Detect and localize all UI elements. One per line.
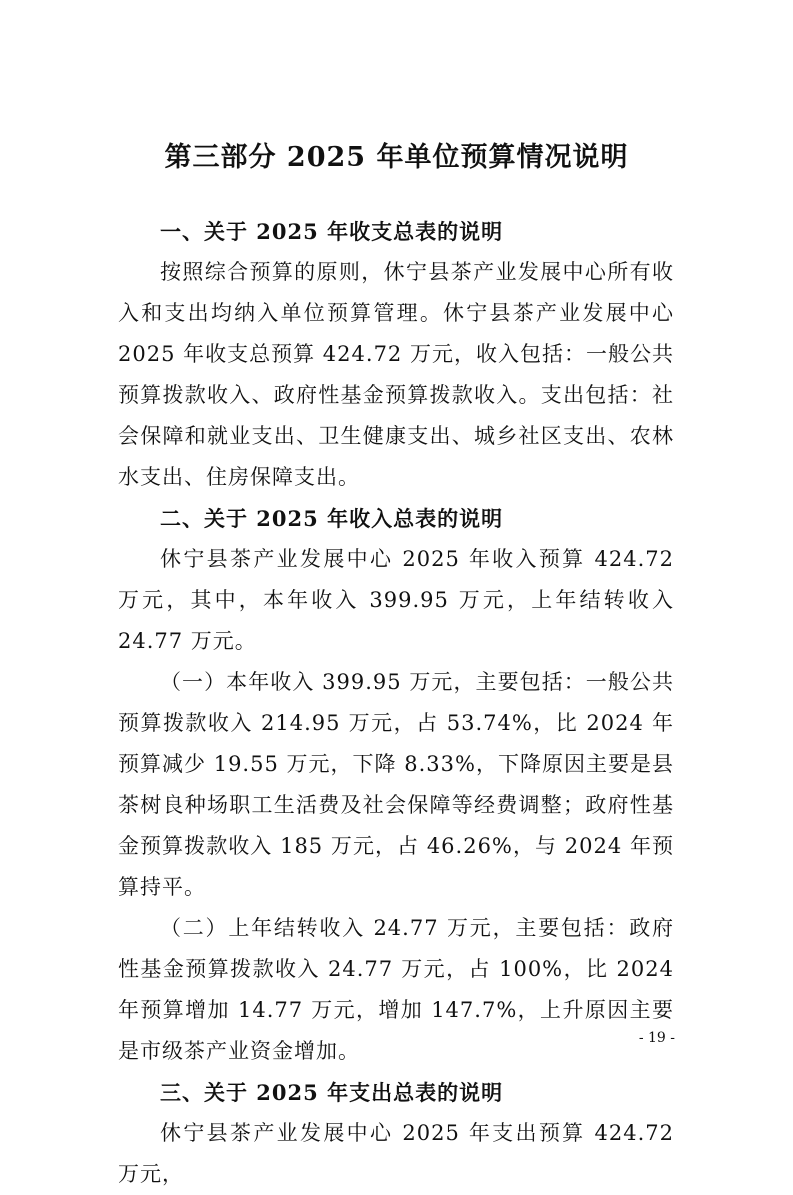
- paragraph-3: （一）本年收入 399.95 万元，主要包括：一般公共预算拨款收入 214.95 万元，占 53.74%，比 2024 年预算减少 19.55 万元，下降 8.33%，下降原因主要是县茶树良种场职工生活费及社会保障等经费调整；政府性基金预算拨款收入 185 万元，占 46.26%，与 2024 年预算持平。: [118, 670, 674, 899]
- paragraph-4: （二）上年结转收入 24.77 万元，主要包括：政府性基金预算拨款收入 24.77 万元，占 100%，比 2024 年预算增加 14.77 万元，增加 147.7%，上升原因主要是市级茶产业资金增加。: [118, 916, 674, 1063]
- paragraph-1: 按照综合预算的原则，休宁县茶产业发展中心所有收入和支出均纳入单位预算管理。休宁县茶产业发展中心 2025 年收支总预算 424.72 万元，收入包括：一般公共预算拨款收入、政府性基金预算拨款收入。支出包括：社会保障和就业支出、卫生健康支出、城乡社区支出、农林水支出、住房保障支出。: [118, 260, 674, 489]
- section-heading-3: 三、关于 2025 年支出总表的说明: [160, 1080, 504, 1105]
- page-title: 第三部分 2025 年单位预算情况说明: [164, 142, 629, 173]
- section-heading-1: 一、关于 2025 年收支总表的说明: [160, 219, 504, 244]
- page-number: - 19 -: [638, 1030, 675, 1046]
- paragraph-5: 休宁县茶产业发展中心 2025 年支出预算 424.72 万元，: [118, 1121, 674, 1186]
- paragraph-2: 休宁县茶产业发展中心 2025 年收入预算 424.72 万元，其中，本年收入 399.95 万元，上年结转收入 24.77 万元。: [118, 547, 674, 653]
- document-body: [118, 211, 674, 1195]
- section-heading-2: 二、关于 2025 年收入总表的说明: [160, 506, 504, 531]
